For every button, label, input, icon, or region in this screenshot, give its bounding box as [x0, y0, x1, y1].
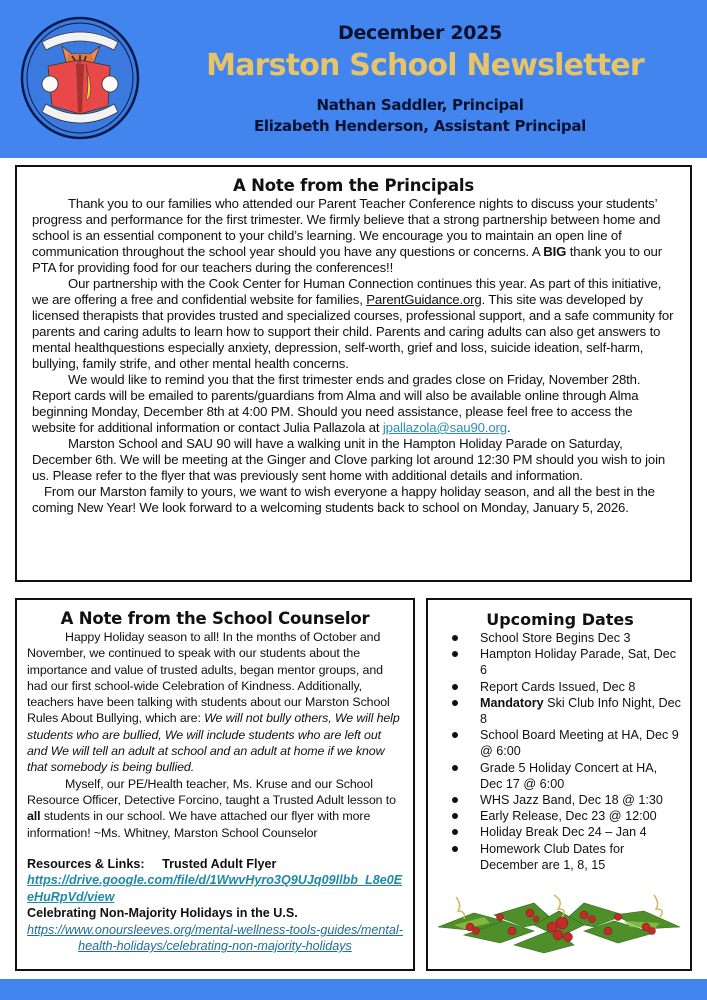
item-text: Report Cards Issued, Dec 8: [480, 679, 636, 694]
item-emphasis: Mandatory: [480, 695, 544, 710]
list-item: [438, 808, 682, 824]
non-majority-holidays-link[interactable]: https://www.onoursleeves.org/mental-wellness-tools-guides/mental-health-holidays/celebrating-non-majority-holidays: [27, 922, 403, 954]
text: thank you to our PTA for providing food for our teachers during the conferences!!: [32, 244, 662, 275]
bullet-icon: [452, 846, 458, 852]
counselor-note-body: [27, 629, 403, 841]
parentguidance-link[interactable]: ParentGuidance.org: [366, 292, 482, 307]
item-text: Hampton Holiday Parade, Sat, Dec 6: [480, 647, 677, 678]
bullet-icon: [452, 635, 458, 641]
item-text: Homework Club Dates for December are 1, 8, 15: [480, 841, 625, 872]
list-item: [438, 824, 682, 840]
item-text: Ski Club Info Night, Dec 8: [480, 695, 681, 727]
bullet-icon: [452, 700, 458, 706]
item-text: Early Release, Dec 23 @ 12:00: [480, 809, 657, 824]
paragraph: [27, 629, 403, 776]
text: Happy Holiday season to all! In the months of October and November, we continued to speak with our students about the importance and value of trusted adults, began mentor groups, and had our first school-wide Celebration of Kindness. Additionally, teachers have been talking with students about our Marston School Rules About Bullying, which are:: [27, 630, 390, 726]
text: Thank you to our families who attended our Parent Teacher Conference nights to discuss your students’ progress and performance for the first trimester. We firmly believe that a strong partnership between home and school is an essential component to your child’s learning. We encourage you to maintain an open line of communication throughout the school year should you have any questions or concerns. A: [32, 196, 661, 259]
paragraph: [32, 196, 675, 276]
text: students in our school. We have attached our flyer with more information! ~Ms. Whitney, Marston School Counselor: [27, 809, 371, 840]
holidays-heading: Celebrating Non-Majority Holidays in the U.S.: [27, 906, 298, 921]
list-item: [438, 646, 682, 678]
paragraph: From our Marston family to yours, we want to wish everyone a happy holiday season, and all the best in the coming New Year! We look forward to a welcoming students back to school on Monday, January 5, 2026.: [32, 484, 655, 515]
item-text: Grade 5 Holiday Concert at HA, Dec 17 @ 6:00: [480, 760, 658, 791]
resources-label: Resources & Links:: [27, 856, 145, 871]
school-logo-icon: [20, 16, 140, 140]
principal-name: Nathan Saddler, Principal: [316, 96, 524, 114]
text: .: [506, 420, 511, 435]
principals-note-title: A Note from the Principals: [233, 176, 474, 195]
list-item: [438, 760, 682, 792]
newsletter-footer-bar: [0, 979, 707, 1000]
bullet-icon: [452, 651, 458, 657]
newsletter-date: December 2025: [337, 22, 503, 44]
upcoming-dates-title: Upcoming Dates: [486, 610, 634, 629]
bullet-icon: [452, 732, 458, 738]
bullet-icon: [452, 684, 458, 690]
paragraph: [32, 372, 675, 436]
paragraph: [27, 776, 403, 841]
list-item: [438, 679, 682, 695]
email-link[interactable]: jpallazola@sau90.org: [382, 420, 507, 435]
list-item: [438, 695, 682, 727]
item-text: WHS Jazz Band, Dec 18 @ 1:30: [480, 793, 663, 808]
newsletter-title: Marston School Newsletter: [206, 48, 644, 83]
assistant-principal-name: Elizabeth Henderson, Assistant Principal: [253, 117, 587, 135]
emphasis-text: all: [27, 809, 41, 824]
resources-heading: [27, 856, 403, 873]
flyer-label: Trusted Adult Flyer: [162, 856, 277, 871]
principals-note-section: [15, 165, 692, 582]
list-item: [438, 630, 682, 646]
principals-note-body: [32, 196, 675, 516]
list-item: [438, 841, 682, 873]
item-text: School Board Meeting at HA, Dec 9 @ 6:00: [480, 728, 679, 759]
text: We would like to remind you that the first trimester ends and grades close on Friday, November 28th. Report cards will be emailed to parents/guardians from Alma and will also be available online through Alma beginning Monday, December 8th at 4:00 PM. Should you need assistance, please feel free to access the website for additional information or contact Julia Pallazola at: [32, 372, 641, 435]
counselor-note-title: A Note from the School Counselor: [60, 609, 370, 628]
bullet-icon: [452, 765, 458, 771]
holly-garland-icon: [434, 885, 684, 955]
upcoming-dates-section: [426, 598, 692, 971]
list-item: [438, 792, 682, 808]
trusted-adult-flyer-link[interactable]: https://drive.google.com/file/d/1WwvHyro3Q9UJq09llbb_L8e0EeHuRpVd/view: [27, 873, 403, 904]
item-text: School Store Begins Dec 3: [480, 631, 631, 645]
counselor-note-section: [15, 598, 415, 971]
upcoming-dates-list: [438, 630, 682, 873]
bullet-icon: [452, 797, 458, 803]
text: . This site was developed by licensed therapists that provides trusted and specialized courses, professional support, and a safe community for parents and caring adults to learn how to support their child. Parents and caring adults can also get answers to mental healthquestions especially anxiety, depression, self-worth, grief and loss, suicide ideation, self-harm, bullying, family strife, and other mental health concerns.: [32, 292, 674, 371]
list-item: [438, 727, 682, 759]
emphasis-text: BIG: [543, 244, 567, 259]
newsletter-header: [0, 0, 707, 158]
paragraph: [32, 276, 675, 372]
bullet-icon: [452, 813, 458, 819]
resources-links: [27, 856, 403, 955]
bullet-icon: [452, 829, 458, 835]
paragraph: Marston School and SAU 90 will have a walking unit in the Hampton Holiday Parade on Saturday, December 6th. We will be meeting at the Ginger and Clove parking lot around 12:30 PM should you wish to join us. Please refer to the flyer that was previously sent home with additional details and information.: [32, 436, 666, 483]
item-text: Holiday Break Dec 24 – Jan 4: [480, 825, 647, 840]
text: Our partnership with the Cook Center for Human Connection continues this year. As part of this initiative, we are offering a free and confidential website for families,: [32, 276, 662, 307]
text: Myself, our PE/Health teacher, Ms. Kruse and our School Resource Officer, Detective Forcino, taught a Trusted Adult lesson to: [27, 776, 396, 807]
bullying-rules-text: We will not bully others, We will help students who are bullied, We will include students who are left out and We will tell an adult at school and an adult at home if we know that somebody is being bullied.: [27, 711, 400, 775]
